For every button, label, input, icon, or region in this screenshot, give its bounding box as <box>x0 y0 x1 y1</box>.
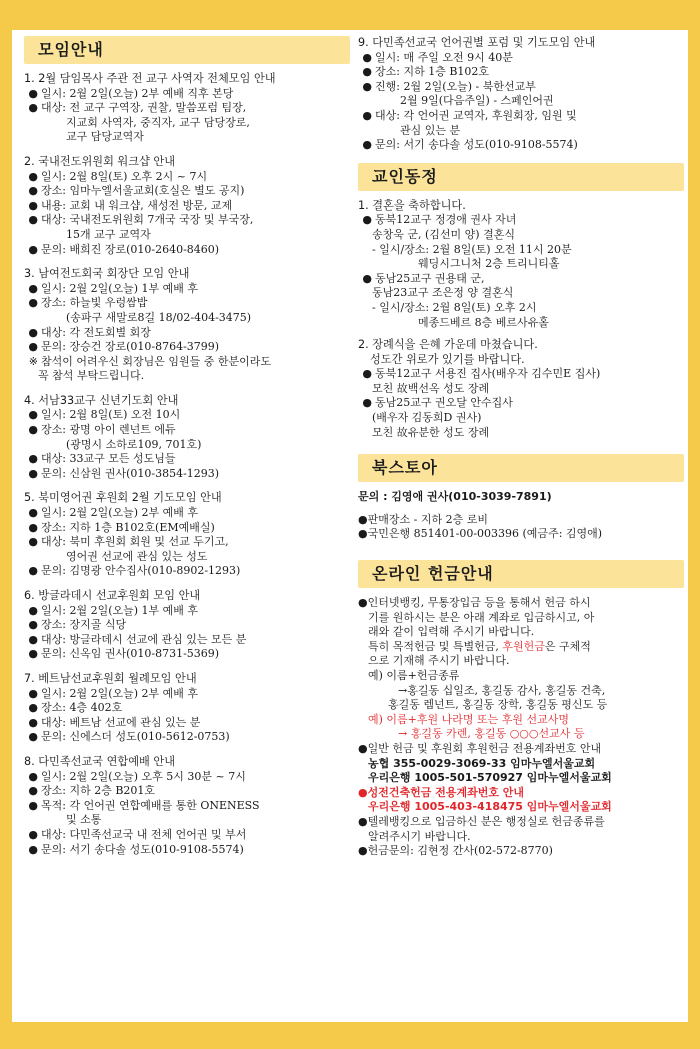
meeting-notices <box>24 72 350 857</box>
meeting-notice-9 <box>358 36 684 153</box>
notice-detail: 일시: 매 주일 오전 9시 40분 <box>375 50 513 64</box>
notice-title: 1. 2월 담임목사 주관 전 교구 사역자 전체모임 안내 <box>24 72 276 85</box>
bullet-icon: ● <box>28 213 38 227</box>
bullet-icon: ● <box>28 423 38 437</box>
notice-detail: 일시: 2월 2일(오늘) 1부 예배 후 <box>41 603 199 617</box>
bullet-icon: ● <box>28 564 38 578</box>
bullet-icon: ● <box>358 596 368 610</box>
bullet-icon: ● <box>28 715 38 729</box>
bullet-icon: ● <box>362 396 372 410</box>
notice-detail: 대상: 다민족선교국 내 전체 언어권 및 부서 <box>41 827 247 841</box>
notice-detail-continued: 관심 있는 분 <box>400 123 461 137</box>
wedding-1-line: 동북12교구 정경애 권사 자녀 <box>375 213 517 227</box>
bookstore-account: 국민은행 851401-00-003396 (예금주: 김영애) <box>367 527 603 541</box>
bullet-icon: ● <box>362 50 372 64</box>
bullet-icon: ● <box>28 603 38 617</box>
meeting-notice <box>358 36 684 153</box>
bullet-icon: ● <box>362 65 372 79</box>
bookstore-contact: 문의 : 김영애 권사(010-3039-7891) <box>358 490 552 504</box>
bullet-icon: ● <box>28 169 38 183</box>
bullet-icon: ● <box>28 842 38 856</box>
notice-detail: 장소: 하늘빛 우렁쌈밥 <box>41 296 148 310</box>
bullet-icon: ● <box>362 271 372 285</box>
notice-detail: 대상: 전 교구 구역장, 권찰, 말씀포럼 팀장, <box>41 101 247 115</box>
bullet-icon: ● <box>28 325 38 339</box>
notice-title: 2. 국내전도위원회 워크샵 안내 <box>24 154 176 168</box>
telebanking-note: 알려주시기 바랍니다. <box>368 829 471 843</box>
notice-detail: 문의: 서기 송다솔 성도(010-9108-5574) <box>41 842 244 856</box>
building-fund-title: 성전건축헌금 전용계좌번호 안내 <box>367 785 525 799</box>
notice-detail: 목적: 각 언어권 연합예배를 통한 ONENESS <box>41 798 260 812</box>
notice-detail: 장소: 장지골 식당 <box>41 618 127 632</box>
bullet-icon: ● <box>28 340 38 354</box>
member-news <box>358 199 684 441</box>
funeral-1-line: 모친 故백선옥 성도 장례 <box>372 381 490 395</box>
meeting-notice <box>24 155 350 257</box>
bullet-icon: ● <box>28 281 38 295</box>
notice-title: 7. 베트남선교후원회 월례모임 안내 <box>24 671 197 685</box>
notice-detail: 장소: 지하 2층 B201호 <box>41 784 156 798</box>
notice-detail-continued: 교구 담당교역자 <box>66 130 144 144</box>
notice-detail-continued: 2월 9일(다음주일) - 스페인어권 <box>400 94 554 108</box>
telebanking-note: 텔레뱅킹으로 입금하신 분은 행정실로 헌금종류를 <box>367 814 605 828</box>
bullet-icon: ● <box>362 79 372 93</box>
notice-detail: 일시: 2월 2일(오늘) 오후 5시 30분 ~ 7시 <box>41 769 246 783</box>
online-offering-info <box>358 596 684 859</box>
example-heading: 예) 이름+헌금종류 <box>368 669 460 682</box>
notice-detail: 문의: 신삼원 권사(010-3854-1293) <box>41 466 220 480</box>
notice-detail-continued: 꼭 참석 부탁드립니다. <box>38 369 145 383</box>
notice-detail: 문의: 배희진 장로(010-2640-8460) <box>41 242 220 256</box>
bullet-icon: ● <box>362 367 372 381</box>
notice-detail: 대상: 방글라데시 선교에 관심 있는 모든 분 <box>41 632 247 646</box>
sponsor-offering-highlight: 후원헌금 <box>502 639 545 653</box>
notice-title: 4. 서남33교구 신년기도회 안내 <box>24 393 179 407</box>
example-line: 홍길동 렘넌트, 홍길동 장학, 홍길동 평신도 등 <box>388 698 608 712</box>
notice-detail: 일시: 2월 2일(오늘) 2부 예배 후 <box>41 506 199 520</box>
notice-detail-continued: 및 소통 <box>66 813 102 827</box>
funeral-2-line: 모친 故유분한 성도 장례 <box>372 425 490 439</box>
notice-detail: 문의: 서기 송다솔 성도(010-9108-5574) <box>375 138 578 152</box>
offering-text: 래와 같이 입력해 주시기 바랍니다. <box>368 625 535 639</box>
notice-detail: 대상: 33교구 모든 성도님들 <box>41 452 176 466</box>
notice-detail: 일시: 2월 2일(오늘) 2부 예배 후 <box>41 686 199 700</box>
bullet-icon: ● <box>28 242 38 256</box>
notice-detail: 대상: 베트남 선교에 관심 있는 분 <box>41 715 201 729</box>
notice-detail: 대상: 각 언어권 교역자, 후원회장, 임원 및 <box>375 108 577 122</box>
offering-text: 으로 기재해 주시기 바랍니다. <box>368 654 510 668</box>
notice-detail: 문의: 김명광 안수집사(010-8902-1293) <box>41 564 241 578</box>
notice-detail: 문의: 장승건 장로(010-8764-3799) <box>41 340 220 354</box>
bullet-icon: ● <box>362 108 372 122</box>
bullet-icon: ● <box>28 798 38 812</box>
example-sponsor: 예) 이름+후원 나라명 또는 후원 선교사명 <box>368 712 570 726</box>
bullet-icon: ● <box>28 184 38 198</box>
bullet-icon: ● <box>362 213 372 227</box>
notice-detail-continued: (광명시 소하로109, 701호) <box>66 437 202 451</box>
notice-detail: 장소: 지하 1층 B102호 <box>375 65 490 79</box>
bullet-icon: ● <box>358 512 368 526</box>
bullet-icon: ● <box>28 647 38 661</box>
note-icon: ※ <box>28 354 38 368</box>
notice-detail: 일시: 2월 8일(토) 오전 10시 <box>41 408 181 422</box>
notice-detail: 일시: 2월 8일(토) 오후 2시 ~ 7시 <box>41 169 208 183</box>
notice-detail: 장소: 광명 아이 렌넌트 에듀 <box>41 423 176 437</box>
bullet-icon: ● <box>358 741 368 755</box>
notice-detail: 내용: 교회 내 워크샵, 새성전 방문, 교제 <box>41 198 233 212</box>
notice-detail: 장소: 지하 1층 B102호(EM예배실) <box>41 520 215 534</box>
bullet-icon: ● <box>28 632 38 646</box>
bullet-icon: ● <box>28 198 38 212</box>
offering-inquiry: 헌금문의: 김현정 간사(02-572-8770) <box>367 844 553 858</box>
section-header-meetings: 모임안내 <box>24 36 350 64</box>
bulletin-page <box>12 30 688 1022</box>
notice-title: 8. 다민족선교국 연합예배 안내 <box>24 754 176 768</box>
wedding-2-line: 메종드베르 8층 베르사유홀 <box>418 315 549 329</box>
funeral-subtitle: 성도간 위로가 있기를 바랍니다. <box>370 352 525 366</box>
bullet-icon: ● <box>28 769 38 783</box>
notice-detail: 문의: 신에스더 성도(010-5612-0753) <box>41 730 230 744</box>
meeting-notice <box>24 267 350 384</box>
wedding-2-line: 동남25교구 권용태 군, <box>375 271 485 285</box>
wedding-2-line: 동남23교구 조은정 양 결혼식 <box>372 286 514 300</box>
left-column <box>24 36 350 867</box>
bullet-icon: ● <box>28 296 38 310</box>
bullet-icon: ● <box>28 452 38 466</box>
bullet-icon: ● <box>358 844 368 858</box>
notice-detail: 장소: 임마누엘서울교회(호실은 별도 공지) <box>41 184 245 198</box>
bullet-icon: ● <box>28 618 38 632</box>
bullet-icon: ● <box>28 101 38 115</box>
wedding-1-line: - 일시/장소: 2월 8일(토) 오전 11시 20분 <box>372 242 572 256</box>
offering-text: 특히 목적헌금 및 특별헌금, 후원헌금은 구체적 <box>368 639 591 653</box>
funeral-1-line: 동북12교구 서용진 집사(배우자 김수민E 집사) <box>375 367 601 381</box>
meeting-notice <box>24 72 350 145</box>
notice-detail: 대상: 각 전도회별 회장 <box>41 325 151 339</box>
example-line: →홍길동 십일조, 홍길동 감사, 홍길동 건축, <box>398 683 606 697</box>
wedding-1-line: 송창욱 군, (김선미 양) 결혼식 <box>372 227 515 241</box>
notice-title: 6. 방글라데시 선교후원회 모임 안내 <box>24 589 201 602</box>
bullet-icon: ● <box>28 701 38 715</box>
wedding-2-line: - 일시/장소: 2월 8일(토) 오후 2시 <box>372 300 537 314</box>
section-header-online-offering: 온라인 헌금안내 <box>358 560 684 588</box>
wedding-title: 1. 결혼을 축하합니다. <box>358 198 466 212</box>
bullet-icon: ● <box>28 86 38 100</box>
building-fund-account: 우리은행 1005-403-418475 임마누엘서울교회 <box>368 800 612 814</box>
bullet-icon: ● <box>358 785 368 799</box>
meeting-notice <box>24 394 350 482</box>
notice-detail: 일시: 2월 2일(오늘) 1부 예배 후 <box>41 281 199 295</box>
notice-detail-continued: 15개 교구 교역자 <box>66 227 151 241</box>
bookstore-location: 판매장소 - 지하 2층 로비 <box>367 512 488 526</box>
bullet-icon: ● <box>28 506 38 520</box>
bullet-icon: ● <box>28 535 38 549</box>
meeting-notice <box>24 755 350 857</box>
offering-text: 인터넷뱅킹, 무통장입금 등을 통해서 헌금 하시 <box>367 596 591 610</box>
notice-detail-continued: (송파구 새말로8길 18/02-404-3475) <box>66 310 252 324</box>
account-nonghyup: 농협 355-0029-3069-33 임마누엘서울교회 <box>368 756 596 770</box>
notice-detail-continued: 영어권 선교에 관심 있는 성도 <box>66 549 208 563</box>
notice-detail: 대상: 국내전도위원회 7개국 국장 및 부국장, <box>41 213 254 227</box>
meeting-notice <box>24 589 350 662</box>
funeral-2-line: (배우자 김동희D 권사) <box>372 411 482 425</box>
bullet-icon: ● <box>358 814 368 828</box>
example-sponsor: → 홍길동 카렌, 홍길동 ○○○선교사 등 <box>398 727 585 741</box>
notice-title: 9. 다민족선교국 언어권별 포럼 및 기도모임 안내 <box>358 36 596 49</box>
notice-detail: 진행: 2월 2일(오늘) - 북한선교부 <box>375 79 536 93</box>
funeral-2-line: 동남25교구 권오달 안수집사 <box>375 396 513 410</box>
notice-detail-continued: 지교회 사역자, 중직자, 교구 담당장로, <box>66 115 250 129</box>
notice-detail: 문의: 신옥임 권사(010-8731-5369) <box>41 647 220 661</box>
bullet-icon: ● <box>28 730 38 744</box>
section-header-member-news: 교인동정 <box>358 163 684 191</box>
offering-text: 기를 원하시는 분은 아래 계좌로 입금하시고, 아 <box>368 610 595 624</box>
notice-title: 5. 북미영어권 후원회 2월 기도모임 안내 <box>24 491 222 505</box>
bookstore-info <box>358 490 684 542</box>
notice-detail: 대상: 북미 후원회 회원 및 선교 두기고, <box>41 535 229 549</box>
meeting-notice <box>24 491 350 579</box>
bullet-icon: ● <box>28 408 38 422</box>
wedding-1-line: 웨딩시그니처 2층 트리니티홀 <box>418 257 560 271</box>
bullet-icon: ● <box>28 784 38 798</box>
account-woori: 우리은행 1005-501-570927 임마누엘서울교회 <box>368 771 612 785</box>
section-header-bookstore: 북스토아 <box>358 454 684 482</box>
notice-detail: 장소: 4층 402호 <box>41 701 123 715</box>
notice-title: 3. 남여전도회국 회장단 모임 안내 <box>24 267 190 281</box>
bullet-icon: ● <box>358 527 368 541</box>
funeral-title: 2. 장례식을 은혜 가운데 마쳤습니다. <box>358 338 538 352</box>
right-column <box>358 36 684 869</box>
bullet-icon: ● <box>28 520 38 534</box>
account-title: 일반 헌금 및 후원회 후원헌금 전용계좌번호 안내 <box>367 741 602 755</box>
notice-detail: 참석이 어려우신 회장님은 임원들 중 한분이라도 <box>41 354 272 368</box>
bullet-icon: ● <box>28 466 38 480</box>
notice-detail: 일시: 2월 2일(오늘) 2부 예배 직후 본당 <box>41 86 234 100</box>
bullet-icon: ● <box>28 827 38 841</box>
meeting-notice <box>24 672 350 745</box>
bullet-icon: ● <box>28 686 38 700</box>
bullet-icon: ● <box>362 138 372 152</box>
